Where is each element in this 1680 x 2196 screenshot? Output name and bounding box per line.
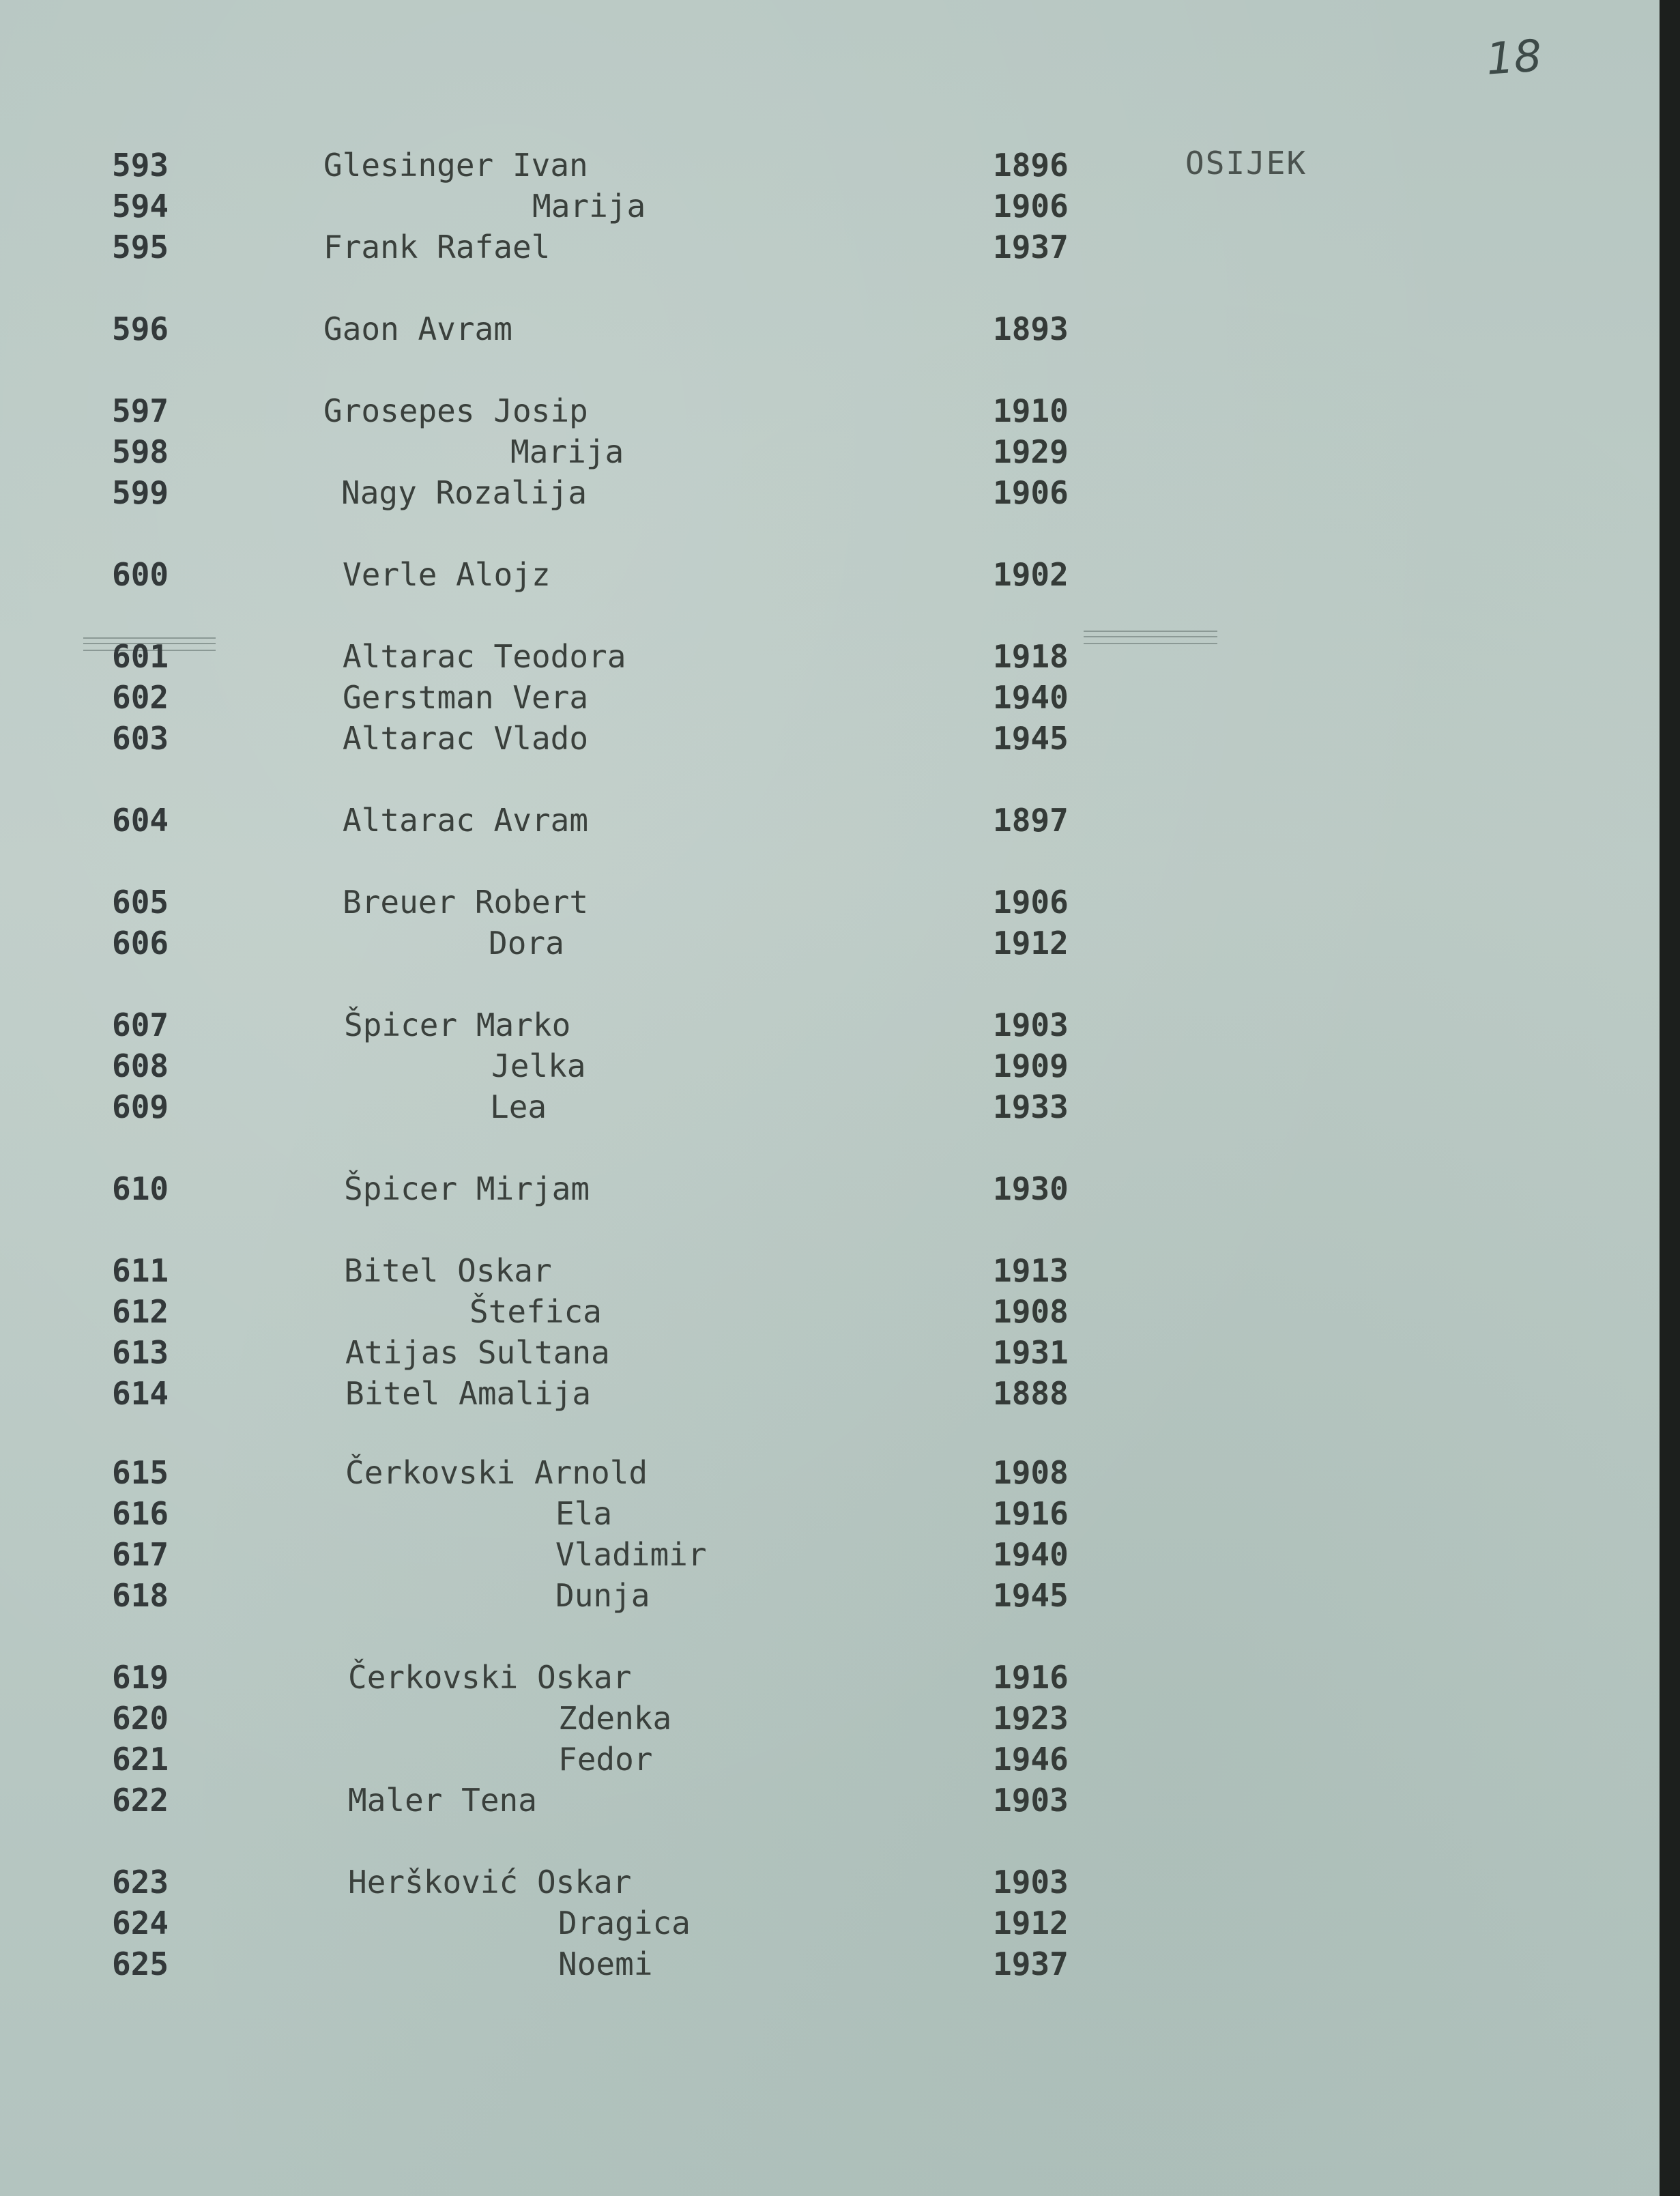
- list-item: [0, 1291, 1638, 1332]
- entry-number: 604: [112, 802, 169, 839]
- list-item: [0, 1373, 1638, 1414]
- entry-year: 1916: [993, 1659, 1069, 1696]
- place-label: OSIJEK: [1185, 145, 1307, 182]
- entry-name: Špicer Marko: [344, 1007, 571, 1043]
- entry-name: Verle Alojz: [343, 556, 551, 593]
- entry-year: 1940: [993, 1536, 1069, 1573]
- entry-number: 624: [112, 1905, 169, 1941]
- list-item: [0, 1739, 1638, 1780]
- entry-year: 1929: [993, 433, 1069, 470]
- entry-year: 1902: [993, 556, 1069, 593]
- entry-year: 1931: [993, 1334, 1069, 1371]
- list-item: [0, 636, 1638, 677]
- entry-number: 619: [112, 1659, 169, 1696]
- entry-year: 1912: [993, 1905, 1069, 1941]
- list-item: [0, 1332, 1638, 1373]
- entry-year: 1913: [993, 1252, 1069, 1289]
- list-item: [0, 308, 1638, 349]
- page-number: 18: [1484, 31, 1544, 85]
- entry-number: 623: [112, 1864, 169, 1901]
- entry-year: 1906: [993, 884, 1069, 921]
- list-item: [0, 882, 1638, 923]
- entry-year: 1906: [993, 474, 1069, 511]
- entry-name: Grosepes Josip: [323, 392, 588, 429]
- entry-name: Maler Tena: [348, 1782, 537, 1819]
- entry-number: 612: [112, 1293, 169, 1330]
- list-item: [0, 186, 1638, 227]
- entry-number: 613: [112, 1334, 169, 1371]
- entry-number: 616: [112, 1495, 169, 1532]
- entry-name: Bitel Amalija: [345, 1375, 592, 1412]
- entry-name: Bitel Oskar: [344, 1252, 552, 1289]
- entry-name: Fedor: [558, 1741, 653, 1778]
- entry-name: Altarac Vlado: [343, 720, 589, 757]
- entry-number: 597: [112, 392, 169, 429]
- entry-name: Ela: [555, 1495, 613, 1532]
- entry-year: 1912: [993, 925, 1069, 962]
- list-item: [0, 677, 1638, 718]
- entry-name: Atijas Sultana: [345, 1334, 610, 1371]
- entry-number: 609: [112, 1088, 169, 1125]
- entry-year: 1945: [993, 720, 1069, 757]
- entry-year: 1916: [993, 1495, 1069, 1532]
- list-item: [0, 1045, 1638, 1086]
- entry-name: Nagy Rozalija: [341, 474, 588, 511]
- list-item: [0, 145, 1638, 186]
- entry-number: 622: [112, 1782, 169, 1819]
- entry-name: Dragica: [558, 1905, 691, 1941]
- list-item: [0, 1493, 1638, 1534]
- entry-name: Altarac Avram: [343, 802, 589, 839]
- entry-year: 1910: [993, 392, 1069, 429]
- entry-year: 1930: [993, 1170, 1069, 1207]
- entry-year: 1945: [993, 1577, 1069, 1614]
- entry-year: 1888: [993, 1375, 1069, 1412]
- entry-name: Gaon Avram: [323, 310, 512, 347]
- list-item: [0, 472, 1638, 513]
- entry-name: Vladimir: [555, 1536, 707, 1573]
- entry-name: Špicer Mirjam: [344, 1170, 590, 1207]
- entry-year: 1897: [993, 802, 1069, 839]
- list-item: [0, 1575, 1638, 1616]
- entry-number: 595: [112, 229, 169, 265]
- entry-number: 621: [112, 1741, 169, 1778]
- entry-number: 611: [112, 1252, 169, 1289]
- entry-year: 1918: [993, 638, 1069, 675]
- entry-number: 617: [112, 1536, 169, 1573]
- list-item: [0, 1862, 1638, 1903]
- entry-number: 615: [112, 1454, 169, 1491]
- entry-year: 1908: [993, 1454, 1069, 1491]
- entry-name: Dora: [489, 925, 564, 962]
- list-item: [0, 1903, 1638, 1944]
- entry-name: Noemi: [558, 1946, 653, 1982]
- entry-number: 620: [112, 1700, 169, 1737]
- entry-year: 1893: [993, 310, 1069, 347]
- entry-name: Breuer Robert: [343, 884, 589, 921]
- entry-year: 1908: [993, 1293, 1069, 1330]
- entry-name: Frank Rafael: [323, 229, 551, 265]
- entry-number: 603: [112, 720, 169, 757]
- entry-year: 1903: [993, 1007, 1069, 1043]
- entry-name: Zdenka: [558, 1700, 672, 1737]
- entry-number: 625: [112, 1946, 169, 1982]
- entry-year: 1933: [993, 1088, 1069, 1125]
- entry-name: Marija: [510, 433, 624, 470]
- entry-year: 1923: [993, 1700, 1069, 1737]
- list-item: [0, 1086, 1638, 1127]
- entry-number: 610: [112, 1170, 169, 1207]
- entry-number: 593: [112, 147, 169, 184]
- entry-year: 1909: [993, 1048, 1069, 1084]
- entry-year: 1896: [993, 147, 1069, 184]
- entry-name: Marija: [532, 188, 646, 225]
- list-item: [0, 554, 1638, 595]
- list-item: [0, 923, 1638, 964]
- entry-number: 607: [112, 1007, 169, 1043]
- list-item: [0, 1780, 1638, 1821]
- list-item: [0, 390, 1638, 431]
- entry-number: 601: [112, 638, 169, 675]
- entry-name: Lea: [490, 1088, 547, 1125]
- entry-number: 598: [112, 433, 169, 470]
- entry-year: 1906: [993, 188, 1069, 225]
- list-item: [0, 800, 1638, 841]
- entry-name: Dunja: [555, 1577, 650, 1614]
- list-item: [0, 1005, 1638, 1045]
- entry-name: Čerkovski Arnold: [345, 1454, 648, 1491]
- entry-number: 614: [112, 1375, 169, 1412]
- entry-number: 594: [112, 188, 169, 225]
- entry-name: Glesinger Ivan: [323, 147, 588, 184]
- list-item: [0, 1657, 1638, 1698]
- entry-year: 1903: [993, 1864, 1069, 1901]
- entry-name: Altarac Teodora: [343, 638, 626, 675]
- list-item: [0, 1168, 1638, 1209]
- entry-year: 1937: [993, 229, 1069, 265]
- list-item: [0, 1250, 1638, 1291]
- entry-year: 1946: [993, 1741, 1069, 1778]
- list-item: [0, 227, 1638, 268]
- entry-number: 618: [112, 1577, 169, 1614]
- list-item: [0, 1698, 1638, 1739]
- list-item: [0, 431, 1638, 472]
- entry-number: 608: [112, 1048, 169, 1084]
- list-item: [0, 1452, 1638, 1493]
- list-item: [0, 718, 1638, 759]
- entry-number: 605: [112, 884, 169, 921]
- entry-year: 1937: [993, 1946, 1069, 1982]
- list-item: [0, 1944, 1638, 1984]
- entry-number: 596: [112, 310, 169, 347]
- entry-year: 1940: [993, 679, 1069, 716]
- entry-number: 602: [112, 679, 169, 716]
- list-item: [0, 1534, 1638, 1575]
- entry-name: Čerkovski Oskar: [348, 1659, 632, 1696]
- entry-name: Štefica: [469, 1293, 602, 1330]
- entry-year: 1903: [993, 1782, 1069, 1819]
- entry-number: 606: [112, 925, 169, 962]
- entry-number: 599: [112, 474, 169, 511]
- entry-name: Jelka: [491, 1048, 586, 1084]
- entry-name: Heršković Oskar: [348, 1864, 632, 1901]
- entry-name: Gerstman Vera: [343, 679, 589, 716]
- entry-number: 600: [112, 556, 169, 593]
